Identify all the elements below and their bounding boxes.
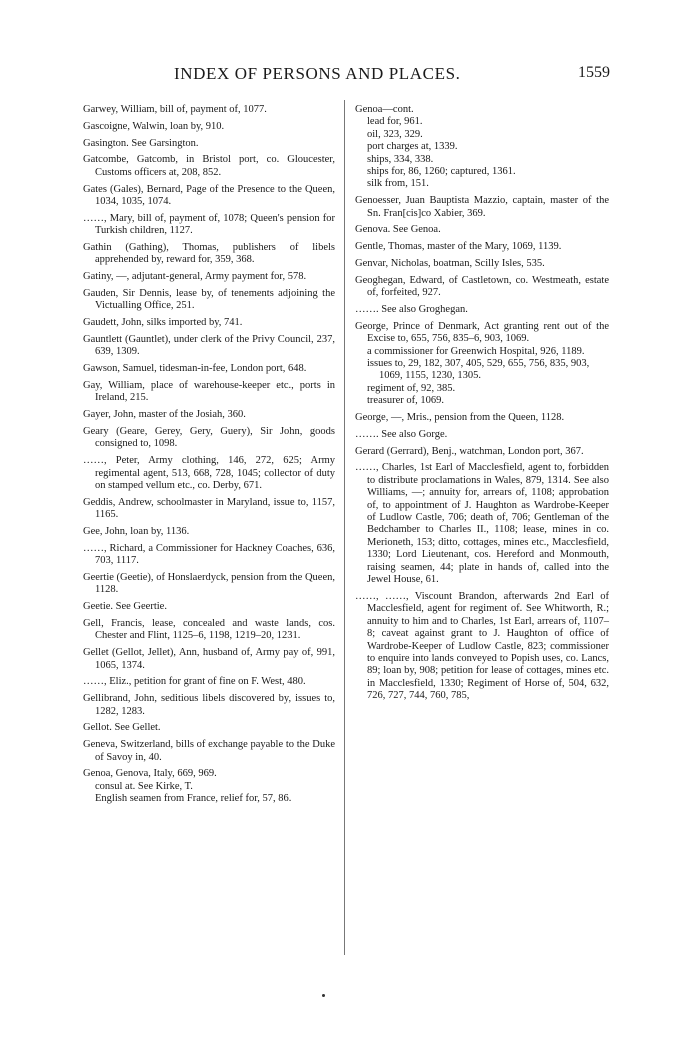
index-entry-heading: Geddis, Andrew, schoolmaster in Maryland, issue to, 1157, 1165. [83,496,335,521]
index-subentry: oil, 323, 329. [367,128,423,140]
index-subentry: a commissioner for Greenwich Hospital, 926, 1189. [367,345,585,357]
index-subentry: consul at. See Kirke, T. [95,780,193,792]
index-entry [83,288,335,313]
index-entry-heading: Gascoigne, Walwin, loan by, 910. [83,120,225,132]
index-entry [83,363,335,375]
index-entry [355,224,609,236]
index-subentry: silk from, 151. [367,178,429,190]
index-entry [83,693,335,718]
index-entry [83,455,335,492]
index-entry-heading: Gerard (Gerrard), Benj., watchman, London port, 367. [355,445,584,457]
index-entry-heading: Gell, Francis, lease, concealed and waste lands, cos. Chester and Flint, 1125–6, 1198, 1219–20, 1231. [83,618,335,642]
index-entry-heading: Geary (Geare, Gerey, Gery, Guery), Sir John, goods consigned to, 1098. [83,426,335,450]
index-entry-heading: Genova. See Genoa. [355,224,441,236]
index-entry-heading: ……, Peter, Army clothing, 146, 272, 625; Army regimental agent, 513, 668, 728, 1045; collector of duty on stamped vellum etc., co. Derby, 671. [83,455,335,492]
index-entry [83,380,335,405]
index-entry-heading: Gatcombe, Gatcomb, in Bristol port, co. Gloucester, Customs officers at, 208, 852. [83,154,335,178]
index-entry [83,601,335,613]
index-entry [83,409,335,421]
index-entry-heading: Gathin (Gathing), Thomas, publishers of libels apprehended by, reward for, 359, 368. [83,242,335,266]
index-entry [83,618,335,643]
index-entry-heading: Genoa—cont. [355,104,414,115]
index-entry-heading: Gayer, John, master of the Josiah, 360. [83,409,246,421]
index-entry-heading: Genoesser, Juan Bauptista Mazzio, captain, master of the Sn. Fran[cis]co Xabier, 369. [355,195,609,219]
index-entry [83,426,335,451]
index-entry [355,104,609,191]
index-subentry: ships, 334, 338. [367,153,434,165]
index-entry-heading: ……, Mary, bill of, payment of, 1078; Queen's pension for Turkish children, 1127. [83,212,335,237]
index-entry [355,412,609,424]
index-entry-heading: Genoa, Genova, Italy, 669, 969. [83,768,217,780]
index-entry-heading: Geertie (Geetie), of Honslaerdyck, pension from the Queen, 1128. [83,572,335,596]
index-entry [83,154,335,179]
index-entry-heading: Gellet (Gellot, Jellet), Ann, husband of, Army pay of, 991, 1065, 1374. [83,647,335,671]
index-entry-heading: Gauden, Sir Dennis, lease by, of tenements adjoining the Victualling Office, 251. [83,288,335,312]
index-entry [83,572,335,597]
index-entry [83,768,335,805]
index-subentry: lead for, 961. [367,116,423,128]
index-entry-heading: ……, ……, Viscount Brandon, afterwards 2nd Earl of Macclesfield, agent for regiment of. See Whitworth, R.; annuity to him and to Charles, 1st Earl, arrears of, 1107–8; caveat against grant to J. Haughton of office of Wardrobe-Keeper of Ludlow Castle, 823; commissioner to enquire into lands conveyed to Popish uses, co. Lancs, 89; loan by, 908; petition for lease of cottages, mines etc. in Macclesfield, 1330; Regiment of Horse of, 504, 632, 726, 727, 744, 760, 785, [355,590,609,702]
index-entry [83,138,335,150]
left-column [83,104,335,810]
index-entry [83,104,335,116]
index-entry-heading: Gawson, Samuel, tidesman-in-fee, London port, 648. [83,363,307,375]
index-entry [355,446,609,458]
index-subentry: port charges at, 1339. [367,141,458,153]
index-subentry: regiment of, 92, 385. [367,382,456,394]
index-entry-heading: Garwey, William, bill of, payment of, 1077. [83,104,267,115]
index-subentry: treasurer of, 1069. [367,395,444,407]
index-subentry: ships for, 86, 1260; captured, 1361. [367,166,516,178]
index-entry [355,241,609,253]
column-divider [344,100,345,955]
index-entry [83,722,335,734]
page-number: 1559 [578,64,610,81]
index-entry [83,526,335,538]
index-entry [355,429,609,441]
index-entry-heading: ……, Richard, a Commissioner for Hackney Coaches, 636, 703, 1117. [83,542,335,567]
index-entry [83,271,335,283]
index-entry [355,304,609,316]
index-entry-heading: Geetie. See Geertie. [83,601,167,613]
index-entry-heading: Gentle, Thomas, master of the Mary, 1069, 1139. [355,241,562,253]
index-subentry: issues to, 29, 182, 307, 405, 529, 655, 756, 835, 903, 1069, 1155, 1230, 1305. [367,358,590,382]
index-entry [83,184,335,209]
index-entry [355,321,609,408]
index-entry-heading: Gellot. See Gellet. [83,722,161,734]
index-entry [83,676,335,688]
right-column [355,104,609,707]
index-entry [83,739,335,764]
index-entry [355,195,609,220]
index-entry [83,121,335,133]
index-entry-heading: Gates (Gales), Bernard, Page of the Presence to the Queen, 1034, 1035, 1074. [83,183,335,207]
index-entry [355,462,609,586]
index-entry-heading: George, Prince of Denmark, Act granting rent out of the Excise to, 655, 756, 835–6, 903, 1069. [355,320,609,345]
index-entry [83,334,335,359]
index-entry-heading: Genvar, Nicholas, boatman, Scilly Isles, 535. [355,258,545,270]
index-entry [355,275,609,300]
index-entry [83,543,335,568]
running-title: INDEX OF PERSONS AND PLACES. [174,64,461,83]
index-entry [83,497,335,522]
index-entry [355,258,609,270]
page-header [80,64,610,92]
index-entry-heading: Gaudett, John, silks imported by, 741. [83,317,243,329]
index-entry-heading: Geneva, Switzerland, bills of exchange payable to the Duke of Savoy in, 40. [83,739,335,763]
index-entry [83,242,335,267]
footer-dot [322,994,325,997]
index-entry-heading: Gatiny, —, adjutant-general, Army payment for, 578. [83,271,307,283]
index-entry-heading: Gasington. See Garsington. [83,137,199,149]
index-entry-heading: ……, Eliz., petition for grant of fine on F. West, 480. [83,676,306,688]
index-entry-heading: Gee, John, loan by, 1136. [83,526,190,538]
index-entry-heading: Gay, William, place of warehouse-keeper etc., ports in Ireland, 215. [83,380,335,404]
index-subentry: English seamen from France, relief for, 57, 86. [95,793,292,805]
index-entry-heading: Geoghegan, Edward, of Castletown, co. Westmeath, estate of, forfeited, 927. [355,274,609,299]
index-entry [83,647,335,672]
index-entry [355,591,609,703]
index-entry-heading: ……. See also Gorge. [355,428,448,440]
index-entry-heading: ……, Charles, 1st Earl of Macclesfield, agent to, forbidden to distribute proclamations in Wales, 879, 1314. See also Williams, —; annuity for, arrears of, 1108; approbation of, to appointment of J. Haughton as Wardrobe-Keeper of Ludlow Castle, 706; death of, 706; Gentleman of the Bedchamber to Charles II., 1108; lease, mines in co. Merioneth, 153; ditto, cottages, mines etc., Macclesfield, 1330; Lord Lieutenant, cos. Hereford and Monmouth, raising seamen, 44; plate in hands of, called into the Jewel House, 61. [355,462,609,586]
index-entry-heading: Gauntlett (Gauntlet), under clerk of the Privy Council, 237, 639, 1309. [83,334,335,358]
index-entry [83,213,335,238]
index-entry [83,317,335,329]
index-entry-heading: Gellibrand, John, seditious libels discovered by, issues to, 1282, 1283. [83,693,335,717]
index-entry-heading: George, —, Mris., pension from the Queen, 1128. [355,412,565,424]
index-entry-heading: ……. See also Groghegan. [355,304,468,316]
